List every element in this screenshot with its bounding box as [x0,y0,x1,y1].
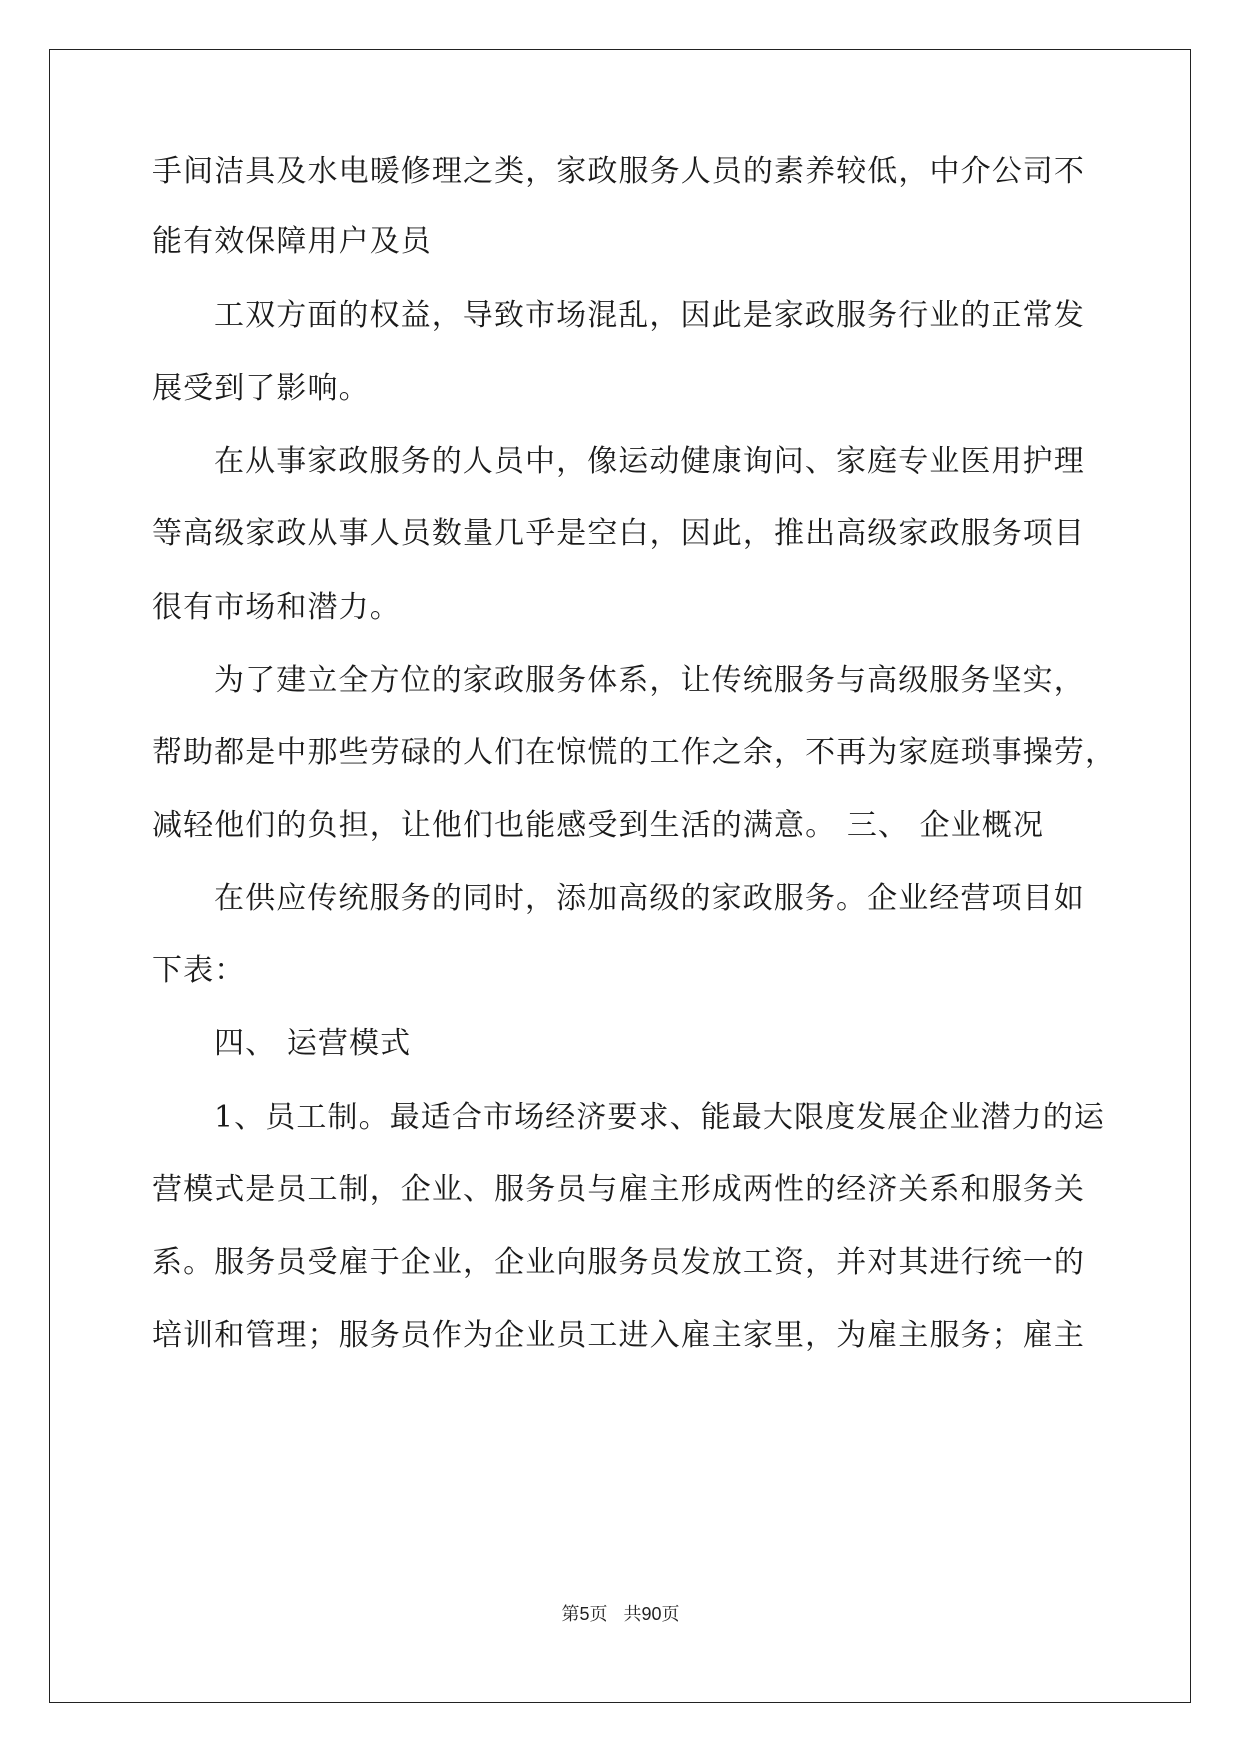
page-footer [0,1602,1241,1627]
text-line: 很有市场和潜力。 [152,590,401,625]
footer-page-number: 5 [579,1604,590,1624]
text-line: 在供应传统服务的同时，添加高级的家政服务。企业经营项目如 [214,881,1085,916]
text-line: 营模式是员工制，企业、服务员与雇主形成两性的经济关系和服务关 [152,1172,1085,1207]
footer-page-suffix: 页 [589,1604,608,1625]
text-line: 减轻他们的负担，让他们也能感受到生活的满意。 三、 企业概况 [152,808,1045,843]
text-line: 展受到了影响。 [152,371,370,406]
section-heading: 四、 运营模式 [214,1026,412,1061]
text-line: 能有效保障用户及员 [152,224,432,259]
text-line: 手间洁具及水电暖修理之类，家政服务人员的素养较低，中介公司不 [152,154,1085,189]
footer-page-prefix: 第 [561,1604,580,1625]
text-line: 工双方面的权益，导致市场混乱，因此是家政服务行业的正常发 [214,298,1085,333]
text-line: 等高级家政从事人员数量几乎是空白，因此，推出高级家政服务项目 [152,516,1085,551]
text-line: 帮助都是中那些劳碌的人们在惊慌的工作之余，不再为家庭琐事操劳， [152,735,1117,770]
text-line: 在从事家政服务的人员中，像运动健康询问、家庭专业医用护理 [214,444,1085,479]
text-line: 下表： [152,953,246,988]
footer-total-pages: 90 [641,1604,662,1624]
text-line: 系。服务员受雇于企业，企业向服务员发放工资，并对其进行统一的 [152,1245,1085,1280]
footer-total-prefix: 共 [623,1604,642,1625]
text-line: 为了建立全方位的家政服务体系，让传统服务与高级服务坚实， [214,663,1085,698]
text-line: 1、员工制。最适合市场经济要求、能最大限度发展企业潜力的运 [214,1100,1105,1135]
footer-total-suffix: 页 [661,1604,680,1625]
text-line: 培训和管理；服务员作为企业员工进入雇主家里，为雇主服务；雇主 [152,1318,1085,1353]
